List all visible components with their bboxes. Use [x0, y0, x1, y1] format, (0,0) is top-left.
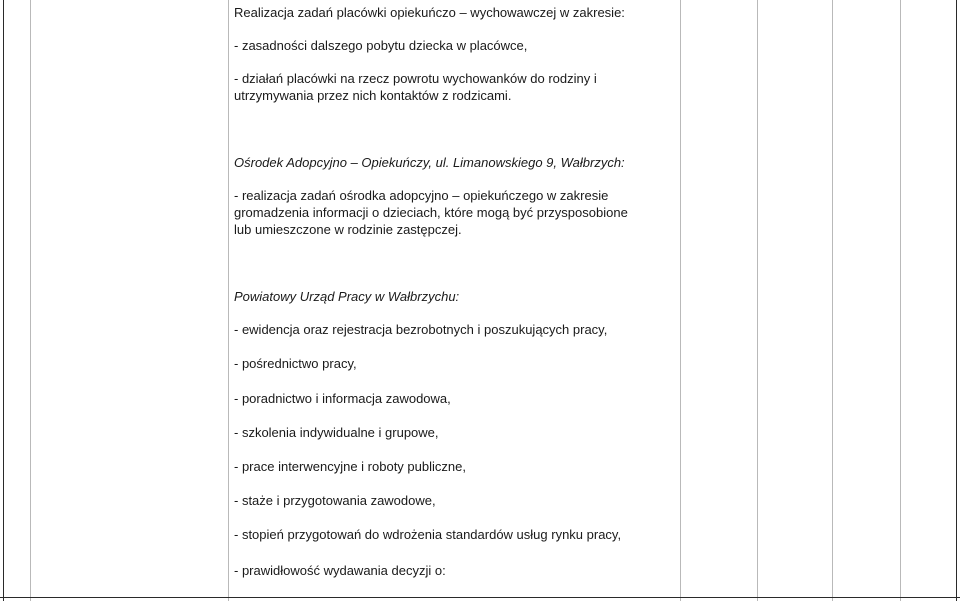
list-item: - staże i przygotowania zawodowe,	[234, 493, 436, 508]
list-item: - prace interwencyjne i roboty publiczne,	[234, 459, 466, 474]
list-item: - pośrednictwo pracy,	[234, 356, 357, 371]
table-border-left	[3, 0, 4, 601]
list-item-continuation: utrzymywania przez nich kontaktów z rodzicami.	[234, 88, 512, 103]
section-heading: Realizacja zadań placówki opiekuńczo – wychowawczej w zakresie:	[234, 5, 625, 20]
list-item: - szkolenia indywidualne i grupowe,	[234, 425, 439, 440]
column-divider	[757, 0, 758, 601]
list-item: - zasadności dalszego pobytu dziecka w placówce,	[234, 38, 528, 53]
column-divider	[832, 0, 833, 601]
list-item: - prawidłowość wydawania decyzji o:	[234, 563, 446, 578]
table-border-right	[956, 0, 957, 601]
list-item: - realizacja zadań ośrodka adopcyjno – opiekuńczego w zakresie	[234, 188, 609, 203]
column-divider	[30, 0, 31, 601]
column-divider	[228, 0, 229, 601]
list-item: - działań placówki na rzecz powrotu wychowanków do rodziny i	[234, 71, 597, 86]
table-border-bottom	[0, 597, 960, 598]
section-heading: Ośrodek Adopcyjno – Opiekuńczy, ul. Limanowskiego 9, Wałbrzych:	[234, 155, 625, 170]
section-heading: Powiatowy Urząd Pracy w Wałbrzychu:	[234, 289, 460, 304]
column-divider	[900, 0, 901, 601]
list-item: - stopień przygotowań do wdrożenia standardów usług rynku pracy,	[234, 527, 622, 542]
column-divider	[680, 0, 681, 601]
list-item-continuation: gromadzenia informacji o dzieciach, które mogą być przysposobione	[234, 205, 628, 220]
list-item: - poradnictwo i informacja zawodowa,	[234, 391, 451, 406]
list-item-continuation: lub umieszczone w rodzinie zastępczej.	[234, 222, 462, 237]
list-item: - ewidencja oraz rejestracja bezrobotnych i poszukujących pracy,	[234, 322, 608, 337]
